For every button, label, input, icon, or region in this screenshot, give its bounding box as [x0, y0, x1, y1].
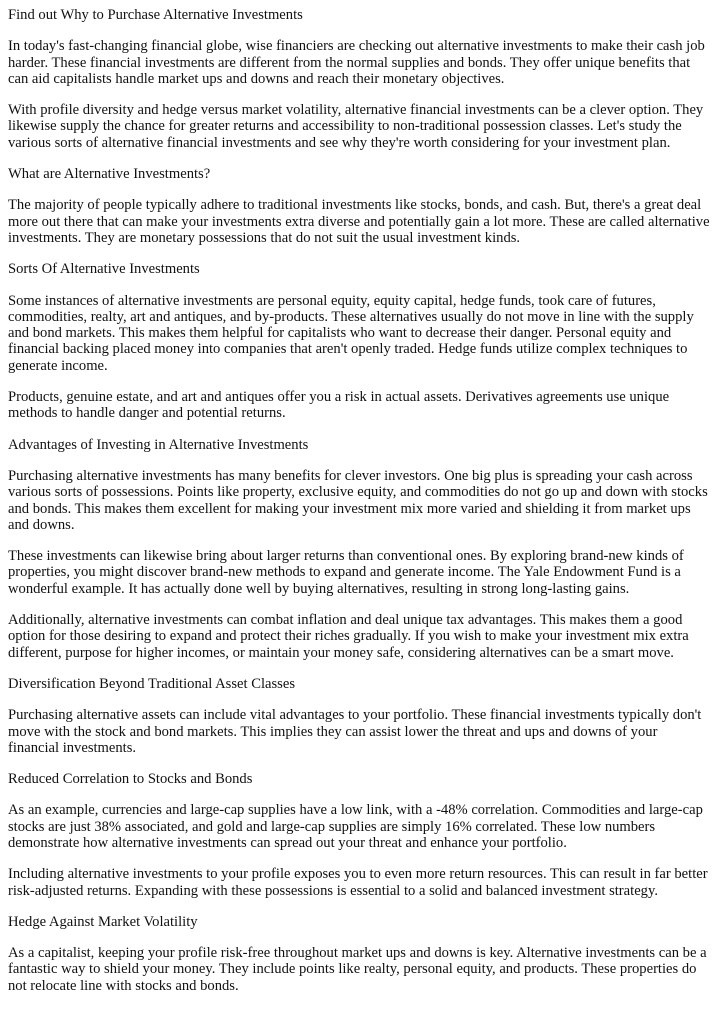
paragraph: Purchasing alternative investments has many benefits for clever investors. One big plus is spreading your cash across various sorts of possessions. Points like property, exclusive equity, and commodities do not go up and down with stocks and bonds. This makes them excellent for making your investment mix more varied and shielding it from market ups and downs.: [8, 467, 708, 533]
paragraph: Including alternative investments to your profile exposes you to even more return resources. This can result in far better risk-adjusted returns. Expanding with these possessions is essential to a solid and balanced investment strategy.: [8, 866, 708, 899]
section-heading: Diversification Beyond Traditional Asset Classes: [8, 675, 295, 692]
paragraph: Some instances of alternative investments are personal equity, equity capital, hedge funds, took care of futures, commodities, realty, art and antiques, and by-products. These alternatives usually do not move in line with the supply and bond markets. This makes them helpful for capitalists who want to decrease their danger. Personal equity and financial backing placed money into companies that aren't openly traded. Hedge funds utilize complex techniques to generate income.: [8, 292, 694, 374]
paragraph: In today's fast-changing financial globe, wise financiers are checking out alternative investments to make their cash job harder. These financial investments are different from the normal supplies and bonds. They offer unique benefits that can aid capitalists handle market ups and downs and reach their monetary objectives.: [8, 38, 705, 87]
article-title: Find out Why to Purchase Alternative Investments: [8, 7, 303, 23]
section-heading: Advantages of Investing in Alternative Investments: [8, 436, 309, 453]
section-heading: Hedge Against Market Volatility: [8, 913, 198, 930]
paragraph: The majority of people typically adhere to traditional investments like stocks, bonds, and cash. But, there's a great deal more out there that can make your investments extra diverse and potentially gain a lot more. These are called alternative investments. They are monetary possessions that do not suit the usual investment kinds.: [8, 197, 710, 246]
paragraph: As a capitalist, keeping your profile risk-free throughout market ups and downs is key. Alternative investments can be a fantastic way to shield your money. They include points like realty, personal equity, and products. These properties do not relocate line with stocks and bonds.: [8, 945, 707, 994]
paragraph: Products, genuine estate, and art and antiques offer you a risk in actual assets. Derivatives agreements use unique methods to handle danger and potential returns.: [8, 389, 670, 422]
section-heading: Reduced Correlation to Stocks and Bonds: [8, 771, 253, 788]
paragraph: As an example, currencies and large-cap supplies have a low link, with a -48% correlation. Commodities and large-cap stocks are just 38% associated, and gold and large-cap supplies are simply 16% correlated. These low numbers demonstrate how alternative investments can spread out your threat and enhance your portfolio.: [8, 802, 703, 851]
section-heading: Sorts Of Alternative Investments: [8, 261, 200, 278]
paragraph: These investments can likewise bring about larger returns than conventional ones. By exploring brand-new kinds of properties, you might discover brand-new methods to expand and generate income. The Yale Endowment Fund is a wonderful example. It has actually done well by buying alternatives, resulting in strong long-lasting gains.: [8, 548, 684, 597]
section-heading: What are Alternative Investments?: [8, 166, 211, 183]
paragraph: Additionally, alternative investments can combat inflation and deal unique tax advantages. This makes them a good option for those desiring to expand and protect their riches gradually. If you wish to make your investment mix extra different, purpose for higher incomes, or maintain your money safe, considering alternatives can be a smart move.: [8, 612, 689, 661]
paragraph: Purchasing alternative assets can include vital advantages to your portfolio. These financial investments typically don't move with the stock and bond markets. This implies they can assist lower the threat and ups and downs of your financial investments.: [8, 707, 702, 756]
paragraph: With profile diversity and hedge versus market volatility, alternative financial investments can be a clever option. They likewise supply the chance for greater returns and accessibility to non-traditional possession classes. Let's study the various sorts of alternative financial investments and see why they're worth considering for your investment plan.: [8, 102, 704, 151]
